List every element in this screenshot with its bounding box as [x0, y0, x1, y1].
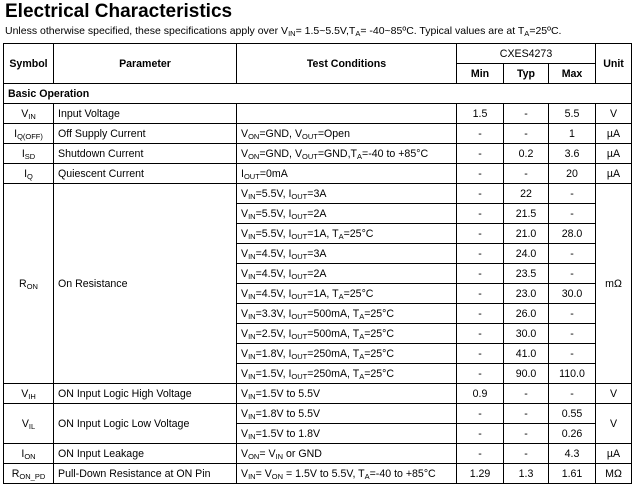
min-cell: - — [457, 264, 504, 284]
page-title: Electrical Characteristics — [5, 1, 233, 22]
min-cell: - — [457, 424, 504, 444]
max-cell: - — [549, 204, 596, 224]
min-cell: - — [457, 364, 504, 384]
max-cell: 30.0 — [549, 284, 596, 304]
parameter-cell: On Resistance — [54, 184, 237, 384]
parameter-cell: Off Supply Current — [54, 124, 237, 144]
typ-cell: 41.0 — [504, 344, 549, 364]
condition-cell: $V_{IN}=4.5V$, $I_{OUT}=1A$, $T_A=25^\circ C$ — [237, 284, 457, 304]
max-cell: 1 — [549, 124, 596, 144]
table-row — [4, 104, 632, 124]
max-cell: - — [549, 384, 596, 404]
max-cell: 20 — [549, 164, 596, 184]
symbol-cell: $V_{IN}$ — [4, 104, 54, 124]
max-cell: 110.0 — [549, 364, 596, 384]
max-cell: - — [549, 184, 596, 204]
parameter-cell: Quiescent Current — [54, 164, 237, 184]
condition-cell: $V_{IN}=5.5V$, $I_{OUT}=1A$, $T_A=25^\circ C$ — [237, 224, 457, 244]
typ-cell: 21.5 — [504, 204, 549, 224]
typ-cell: 90.0 — [504, 364, 549, 384]
max-cell: 0.55 — [549, 404, 596, 424]
typ-cell: 0.2 — [504, 144, 549, 164]
max-cell: 4.3 — [549, 444, 596, 464]
min-cell: - — [457, 404, 504, 424]
min-cell: - — [457, 244, 504, 264]
symbol-cell: $V_{IH}$ — [4, 384, 54, 404]
unit-cell: V — [596, 384, 632, 404]
symbol-cell: $I_{ON}$ — [4, 444, 54, 464]
min-cell: - — [457, 224, 504, 244]
condition-cell: $V_{IN}=2.5V$, $I_{OUT}=500mA$, $T_A=25^\circ C$ — [237, 324, 457, 344]
header-max: Max — [549, 64, 596, 84]
spec-conditions-note: Unless otherwise specified, these specifications apply over $V_{IN}=$ $1.5\sim 5.5V,T_A=$ -40~85ºC. Typical values are at $T_A=25ºC$. — [5, 25, 562, 38]
header-part-number: CXES4273 — [457, 44, 596, 64]
parameter-cell: Pull-Down Resistance at ON Pin — [54, 464, 237, 484]
max-cell: - — [549, 304, 596, 324]
typ-cell: 30.0 — [504, 324, 549, 344]
typ-cell: - — [504, 444, 549, 464]
min-cell: - — [457, 164, 504, 184]
min-cell: - — [457, 204, 504, 224]
header-unit: Unit — [596, 44, 632, 84]
condition-cell: $V_{IN}= V_{ON} = 1.5V$ to 5.5V, $T_A=-40$ to +85°C — [237, 464, 457, 484]
typ-cell: - — [504, 164, 549, 184]
symbol-cell: $I_{Q(OFF)}$ — [4, 124, 54, 144]
condition-cell: $V_{IN}=1.8V$ to 5.5V — [237, 404, 457, 424]
condition-cell: $V_{IN}=1.8V$, $I_{OUT}=250mA$, $T_A=25^\circ C$ — [237, 344, 457, 364]
unit-cell: MΩ — [596, 464, 632, 484]
max-cell: 3.6 — [549, 144, 596, 164]
parameter-cell: Shutdown Current — [54, 144, 237, 164]
symbol-cell: $R_{ON\_PD}$ — [4, 464, 54, 484]
condition-cell: $V_{ON}= V_{IN}$ or GND — [237, 444, 457, 464]
header-typ: Typ — [504, 64, 549, 84]
min-cell: - — [457, 184, 504, 204]
min-cell: - — [457, 144, 504, 164]
typ-cell: 24.0 — [504, 244, 549, 264]
typ-cell: 26.0 — [504, 304, 549, 324]
condition-cell: $V_{IN}=4.5V$, $I_{OUT}=2A$ — [237, 264, 457, 284]
unit-cell: µA — [596, 444, 632, 464]
typ-cell: - — [504, 124, 549, 144]
condition-cell — [237, 104, 457, 124]
typ-cell: - — [504, 404, 549, 424]
header-test-conditions: Test Conditions — [237, 44, 457, 84]
table-row — [4, 144, 632, 164]
parameter-cell: ON Input Leakage — [54, 444, 237, 464]
typ-cell: 22 — [504, 184, 549, 204]
max-cell: - — [549, 244, 596, 264]
table-row — [4, 124, 632, 144]
condition-cell: $V_{IN}=1.5V$ to 1.8V — [237, 424, 457, 444]
symbol-cell: $I_{SD}$ — [4, 144, 54, 164]
typ-cell: - — [504, 384, 549, 404]
condition-cell: $V_{ON}=GND$, $V_{OUT}=GND,T_A=-40$ to +85°C — [237, 144, 457, 164]
min-cell: - — [457, 284, 504, 304]
min-cell: 1.5 — [457, 104, 504, 124]
min-cell: - — [457, 444, 504, 464]
min-cell: - — [457, 344, 504, 364]
table-row — [4, 444, 632, 464]
condition-cell: $I_{OUT}=0mA$ — [237, 164, 457, 184]
unit-cell: V — [596, 104, 632, 124]
min-cell: 1.29 — [457, 464, 504, 484]
table-row — [4, 384, 632, 404]
header-symbol: Symbol — [4, 44, 54, 84]
min-cell: - — [457, 124, 504, 144]
min-cell: 0.9 — [457, 384, 504, 404]
electrical-characteristics-table — [3, 43, 632, 484]
table-row — [4, 184, 632, 204]
unit-cell: µA — [596, 164, 632, 184]
unit-cell: V — [596, 404, 632, 444]
header-row — [4, 44, 632, 64]
typ-cell: 23.5 — [504, 264, 549, 284]
max-cell: 28.0 — [549, 224, 596, 244]
min-cell: - — [457, 324, 504, 344]
condition-cell: $V_{IN}=4.5V$, $I_{OUT}=3A$ — [237, 244, 457, 264]
typ-cell: - — [504, 424, 549, 444]
header-parameter: Parameter — [54, 44, 237, 84]
parameter-cell: ON Input Logic Low Voltage — [54, 404, 237, 444]
unit-cell: µA — [596, 124, 632, 144]
max-cell: 5.5 — [549, 104, 596, 124]
typ-cell: 23.0 — [504, 284, 549, 304]
symbol-cell: $R_{ON}$ — [4, 184, 54, 384]
table-row — [4, 404, 632, 424]
section-title: Basic Operation — [4, 84, 632, 104]
condition-cell: $V_{ON}=GND$, $V_{OUT}=Open$ — [237, 124, 457, 144]
condition-cell: $V_{IN}=5.5V$, $I_{OUT}=3A$ — [237, 184, 457, 204]
unit-cell: mΩ — [596, 184, 632, 384]
condition-cell: $V_{IN}=1.5V$ to 5.5V — [237, 384, 457, 404]
table-row — [4, 164, 632, 184]
section-row — [4, 84, 632, 104]
max-cell: - — [549, 344, 596, 364]
min-cell: - — [457, 304, 504, 324]
parameter-cell: Input Voltage — [54, 104, 237, 124]
table-row — [4, 464, 632, 484]
symbol-cell: $V_{IL}$ — [4, 404, 54, 444]
max-cell: 0.26 — [549, 424, 596, 444]
condition-cell: $V_{IN}=5.5V$, $I_{OUT}=2A$ — [237, 204, 457, 224]
typ-cell: 21.0 — [504, 224, 549, 244]
header-min: Min — [457, 64, 504, 84]
parameter-cell: ON Input Logic High Voltage — [54, 384, 237, 404]
unit-cell: µA — [596, 144, 632, 164]
condition-cell: $V_{IN}=3.3V$, $I_{OUT}=500mA$, $T_A=25^\circ C$ — [237, 304, 457, 324]
max-cell: - — [549, 264, 596, 284]
condition-cell: $V_{IN}=1.5V$, $I_{OUT}=250mA$, $T_A=25^\circ C$ — [237, 364, 457, 384]
typ-cell: 1.3 — [504, 464, 549, 484]
symbol-cell: $I_Q$ — [4, 164, 54, 184]
typ-cell: - — [504, 104, 549, 124]
max-cell: - — [549, 324, 596, 344]
max-cell: 1.61 — [549, 464, 596, 484]
